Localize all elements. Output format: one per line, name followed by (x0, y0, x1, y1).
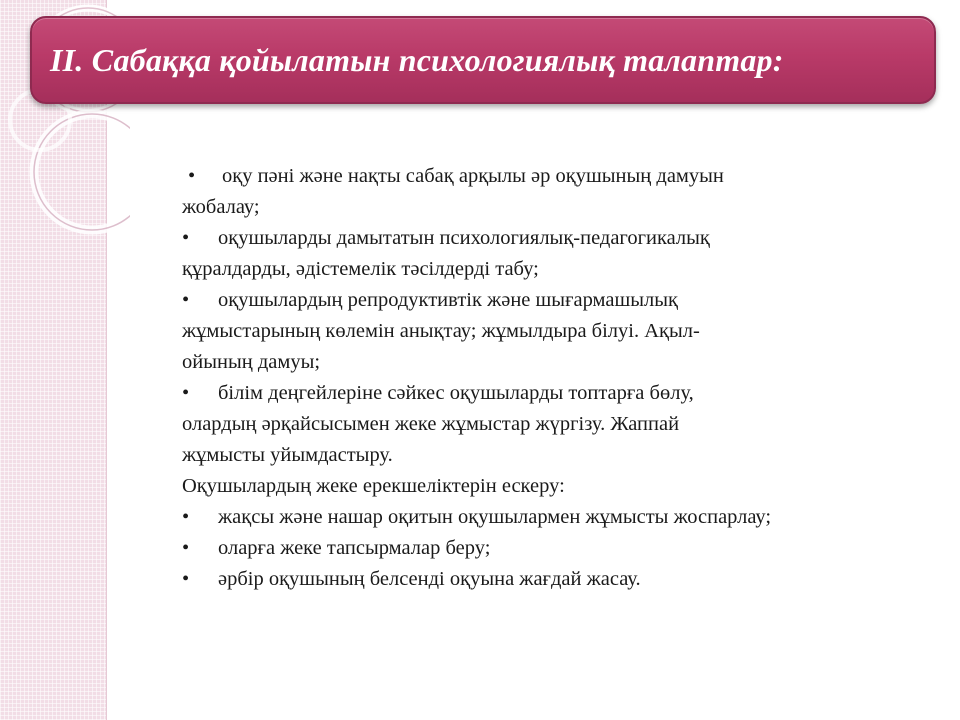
bullet-item (182, 378, 942, 409)
line-text: жақсы және нашар оқитын оқушылармен жұмысты жоспарлау; (218, 506, 772, 528)
bullet-item (182, 161, 942, 192)
side-decorative-panel (0, 0, 107, 720)
line-text: жұмыстарының көлемін анықтау; жұмылдыра білуі. Ақыл- (182, 320, 700, 342)
bullet-item (182, 564, 942, 595)
line-text: құралдарды, әдістемелік тәсілдерді табу; (182, 258, 539, 280)
line-text: оларға жеке тапсырмалар беру; (218, 537, 491, 559)
bullet-item (182, 285, 942, 316)
bullet-item (182, 502, 942, 533)
line-text: Оқушылардың жеке ерекшеліктерін ескеру: (182, 475, 565, 497)
text-line (182, 409, 942, 440)
text-line (182, 316, 942, 347)
slide-body-text (182, 161, 942, 595)
bullet-glyph: • (182, 289, 190, 311)
line-text: жұмысты уйымдастыру. (182, 444, 393, 466)
bullet-glyph: • (182, 568, 190, 590)
line-text: ойының дамуы; (182, 351, 321, 373)
line-text: олардың әрқайсысымен жеке жұмыстар жүргізу. Жаппай (182, 413, 680, 435)
line-text: білім деңгейлеріне сәйкес оқушыларды топтарға бөлу, (218, 382, 694, 404)
line-text: оқу пәні және нақты сабақ арқылы әр оқушының дамуын (222, 165, 724, 187)
bullet-item (182, 223, 942, 254)
text-line (182, 254, 942, 285)
text-line (182, 471, 942, 502)
bullet-item (182, 533, 942, 564)
text-line (182, 440, 942, 471)
bullet-glyph: • (182, 382, 190, 404)
line-text: оқушылардың репродуктивтік және шығармашылық (218, 289, 678, 311)
bullet-glyph: • (188, 165, 196, 187)
slide-title: II. Сабаққа қойылатын психологиялық талаптар: (50, 41, 784, 78)
bullet-glyph: • (182, 506, 190, 528)
text-line (182, 347, 942, 378)
line-text: жобалау; (182, 196, 260, 218)
title-banner (30, 16, 936, 104)
line-text: әрбір оқушының белсенді оқуына жағдай жасау. (218, 568, 641, 590)
text-line (182, 192, 942, 223)
bullet-glyph: • (182, 227, 190, 249)
bullet-glyph: • (182, 537, 190, 559)
line-text: оқушыларды дамытатын психологиялық-педагогикалық (218, 227, 710, 249)
